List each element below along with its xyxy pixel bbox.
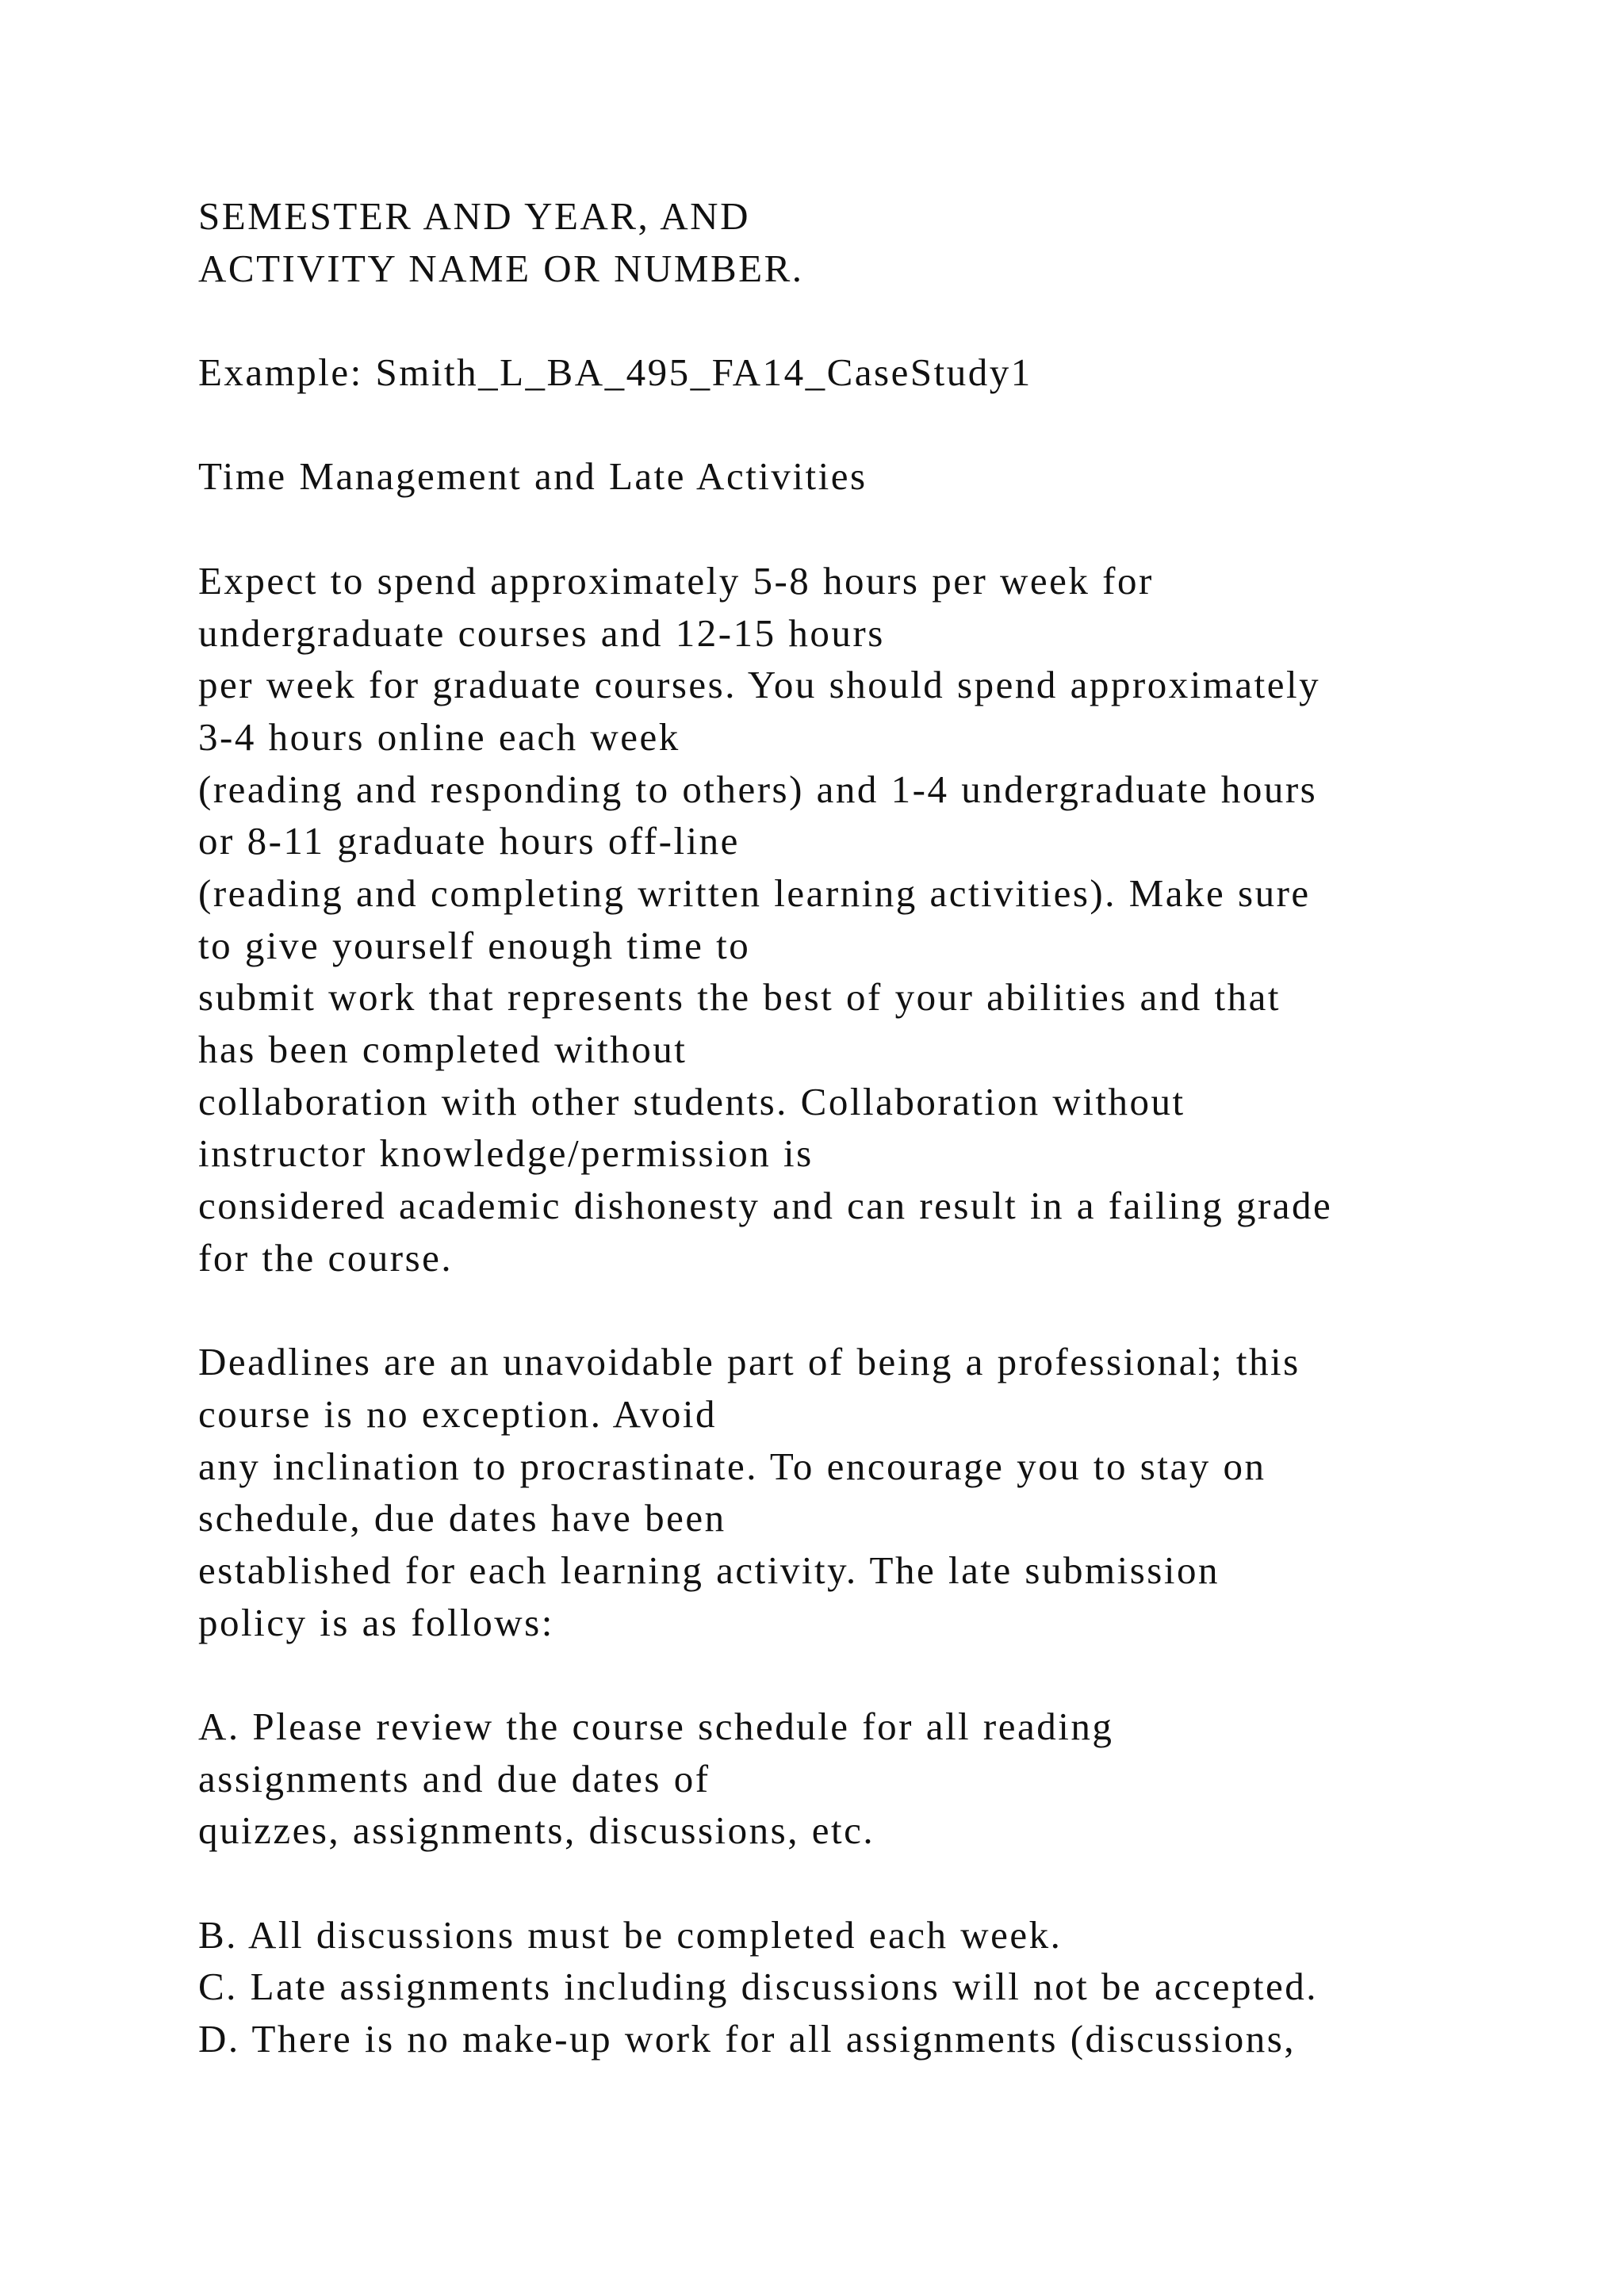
paragraph-line: to give yourself enough time to — [198, 923, 751, 967]
blank-line — [198, 399, 1546, 451]
list-item-line: assignments and due dates of — [198, 1756, 710, 1800]
heading-line: ACTIVITY NAME OR NUMBER. — [198, 246, 804, 290]
paragraph-line: (reading and completing written learning activities). Make sure — [198, 871, 1311, 915]
paragraph-line: instructor knowledge/permission is — [198, 1131, 814, 1176]
blank-line — [198, 503, 1546, 555]
paragraph-line: has been completed without — [198, 1027, 688, 1071]
paragraph-line: policy is as follows: — [198, 1600, 554, 1644]
paragraph-line: submit work that represents the best of your abilities and that — [198, 975, 1281, 1020]
paragraph-line: schedule, due dates have been — [198, 1496, 726, 1540]
paragraph-line: Expect to spend approximately 5-8 hours per week for — [198, 558, 1154, 603]
blank-line — [198, 1857, 1546, 1909]
example-filename: Example: Smith_L_BA_495_FA14_CaseStudy1 — [198, 350, 1032, 395]
paragraph-line: (reading and responding to others) and 1-4 undergraduate hours — [198, 767, 1318, 811]
list-item-line: quizzes, assignments, discussions, etc. — [198, 1808, 875, 1853]
list-item-line: C. Late assignments including discussions will not be accepted. — [198, 1965, 1319, 2009]
document-body — [198, 190, 1546, 2065]
paragraph-line: undergraduate courses and 12-15 hours — [198, 610, 885, 655]
paragraph-line: or 8-11 graduate hours off-line — [198, 819, 740, 863]
heading-line: SEMESTER AND YEAR, AND — [198, 194, 750, 238]
blank-line — [198, 1284, 1546, 1336]
paragraph-line: per week for graduate courses. You should spend approximately — [198, 663, 1321, 707]
paragraph-line: collaboration with other students. Collaboration without — [198, 1079, 1185, 1123]
list-item-line: B. All discussions must be completed each week. — [198, 1912, 1063, 1957]
paragraph-line: established for each learning activity. The late submission — [198, 1548, 1220, 1592]
paragraph-line: any inclination to procrastinate. To encourage you to stay on — [198, 1444, 1266, 1488]
paragraph-line: 3-4 hours online each week — [198, 714, 680, 759]
section-title: Time Management and Late Activities — [198, 454, 868, 499]
blank-line — [198, 1648, 1546, 1701]
list-item-line: A. Please review the course schedule for all reading — [198, 1704, 1114, 1748]
deadlines-paragraph — [198, 1336, 1546, 1648]
paragraph-line: Deadlines are an unavoidable part of being a professional; this — [198, 1340, 1300, 1384]
heading — [198, 190, 1546, 294]
list-item-line: D. There is no make-up work for all assignments (discussions, — [198, 2017, 1297, 2061]
time-expectations-paragraph — [198, 555, 1546, 1284]
blank-line — [198, 294, 1546, 346]
paragraph-line: for the course. — [198, 1235, 454, 1280]
paragraph-line: considered academic dishonesty and can result in a failing grade — [198, 1184, 1333, 1228]
paragraph-line: course is no exception. Avoid — [198, 1391, 717, 1436]
policy-item-a — [198, 1701, 1546, 1857]
policy-items-bcd — [198, 1909, 1546, 2065]
